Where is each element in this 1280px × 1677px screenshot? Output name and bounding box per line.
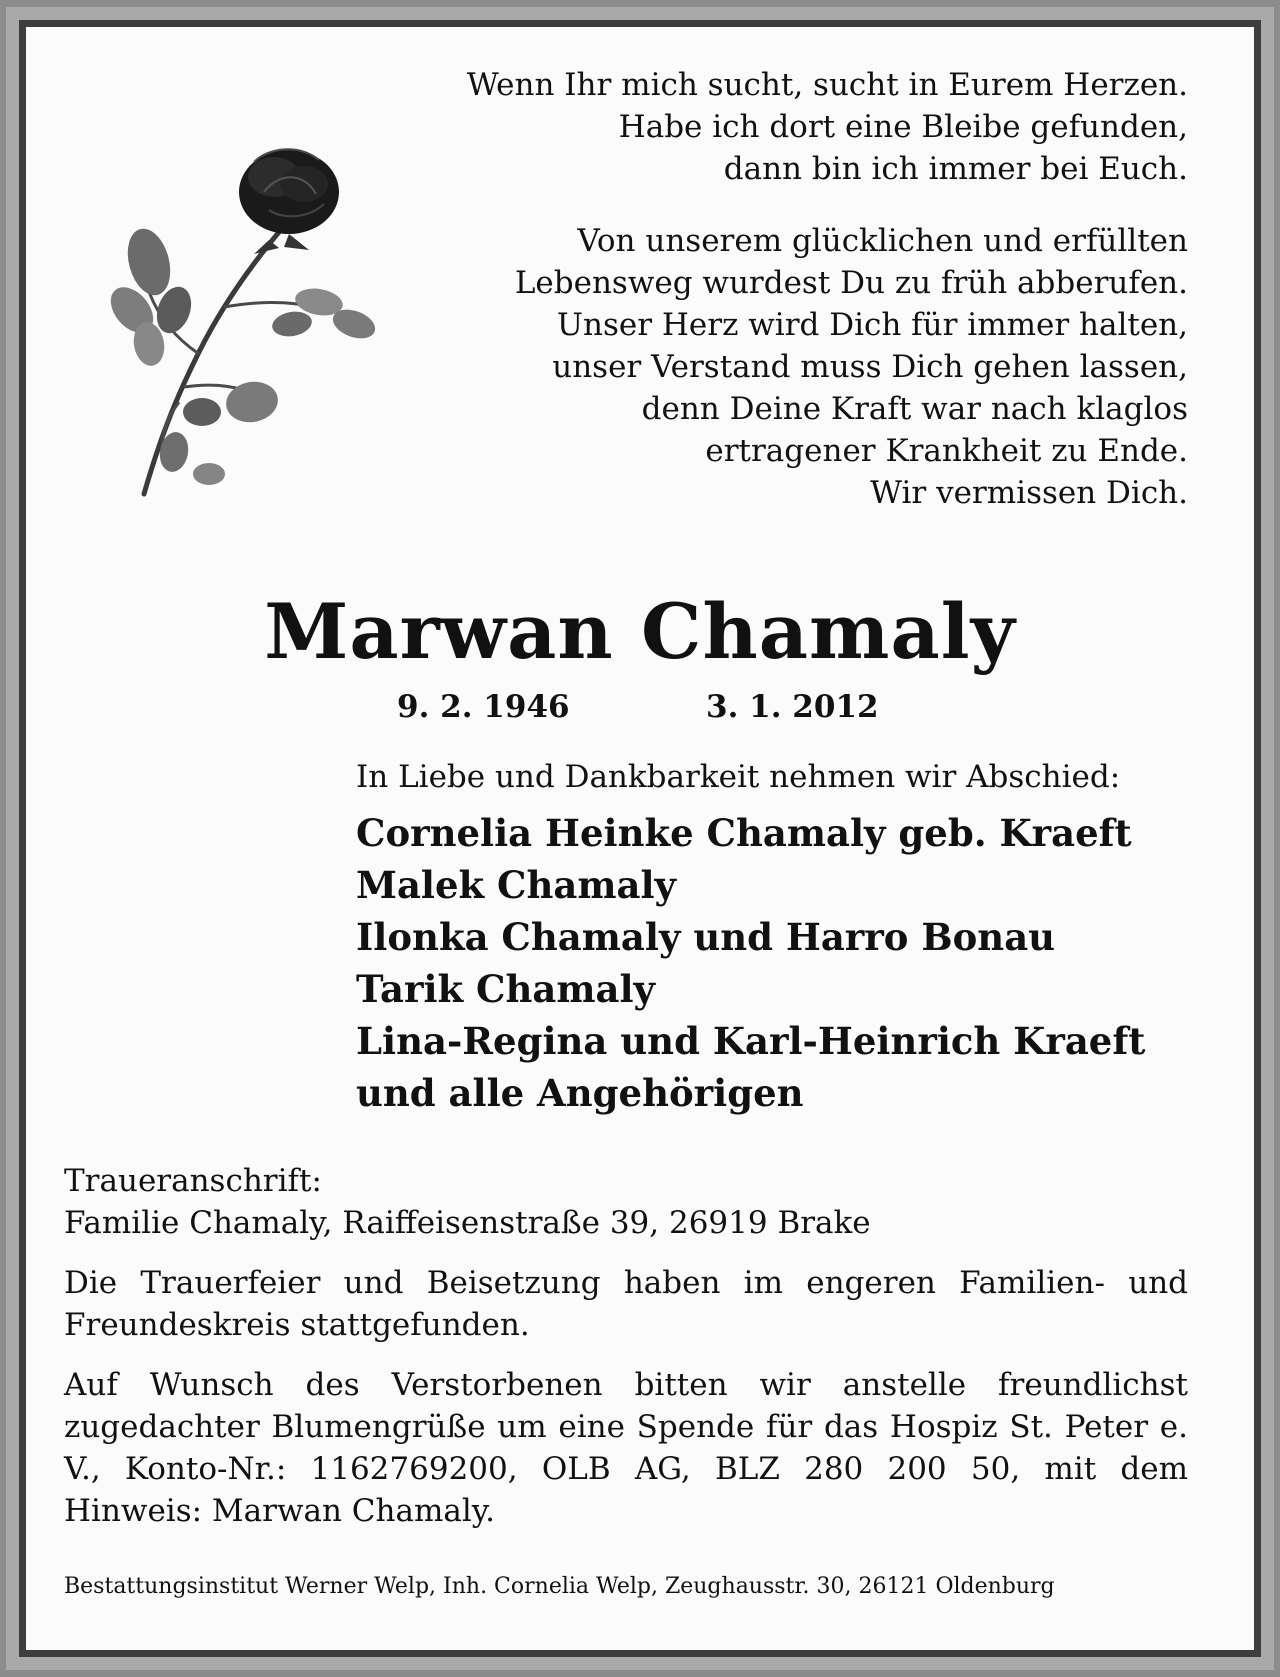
- farewell-section: [356, 757, 1214, 1119]
- address-value: Familie Chamaly, Raiffeisenstraße 39, 26919 Brake: [64, 1205, 871, 1241]
- info-section: [64, 1160, 1188, 1532]
- poem: [328, 64, 1188, 514]
- poem-line: ertragener Krankheit zu Ende.: [705, 433, 1188, 469]
- mourner-name: und alle Angehörigen: [356, 1071, 804, 1115]
- poem-line: Wir vermissen Dich.: [870, 475, 1188, 511]
- obituary-notice: [26, 27, 1254, 1650]
- address-label: Traueranschrift:: [64, 1163, 322, 1199]
- poem-line: Wenn Ihr mich sucht, sucht in Eurem Herzen.: [466, 67, 1188, 103]
- mourning-address: [64, 1160, 1188, 1244]
- death-date: 3. 1. 2012: [706, 689, 879, 725]
- poem-line: dann bin ich immer bei Euch.: [723, 151, 1188, 187]
- poem-line: Lebensweg wurdest Du zu früh abberufen.: [514, 265, 1188, 301]
- birth-date: 9. 2. 1946: [397, 689, 570, 725]
- mourner-name: Ilonka Chamaly und Harro Bonau: [356, 915, 1056, 959]
- poem-line: Von unserem glücklichen und erfüllten: [577, 223, 1188, 259]
- mourner-name: Tarik Chamaly: [356, 967, 656, 1011]
- poem-line: denn Deine Kraft war nach klaglos: [641, 391, 1188, 427]
- poem-stanza-1: [328, 64, 1188, 190]
- poem-line: Unser Herz wird Dich für immer halten,: [556, 307, 1188, 343]
- mourner-name: Lina-Regina und Karl-Heinrich Kraeft: [356, 1019, 1146, 1063]
- funeral-home-footer: Bestattungsinstitut Werner Welp, Inh. Cornelia Welp, Zeughausstr. 30, 26121 Oldenburg: [64, 1574, 1055, 1599]
- donation-note: Auf Wunsch des Verstorbenen bitten wir anstelle freundlichst zugedachter Blumengrüße um eine Spende für das Hospiz St. Peter e. V., Konto-Nr.: 1162769200, OLB AG, BLZ 280 200 50, mit dem Hinweis: Marwan Chamaly.: [64, 1367, 1188, 1529]
- farewell-intro: In Liebe und Dankbarkeit nehmen wir Abschied:: [356, 759, 1121, 795]
- poem-line: unser Verstand muss Dich gehen lassen,: [552, 349, 1188, 385]
- deceased-name: Marwan Chamaly: [264, 587, 1016, 676]
- mourner-name: Cornelia Heinke Chamaly geb. Kraeft: [356, 811, 1132, 855]
- ceremony-note: Die Trauerfeier und Beisetzung haben im engeren Familien- und Freundeskreis stattgefunden.: [64, 1265, 1188, 1343]
- mourner-list: [356, 807, 1214, 1119]
- mourner-name: Malek Chamaly: [356, 863, 677, 907]
- poem-line: Habe ich dort eine Bleibe gefunden,: [618, 109, 1188, 145]
- poem-stanza-2: [328, 220, 1188, 514]
